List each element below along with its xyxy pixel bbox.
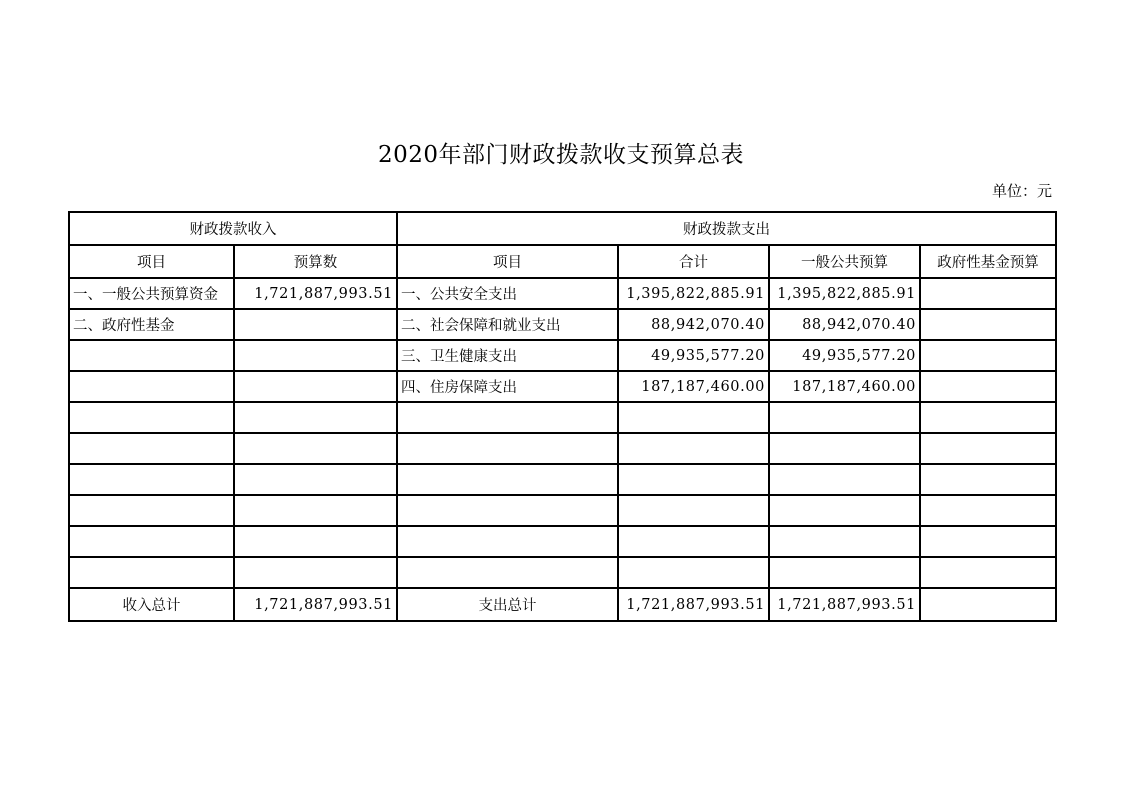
- income-item-cell: [69, 464, 234, 495]
- income-item-header: 项目: [69, 245, 234, 278]
- expense-fund-cell: [920, 309, 1056, 340]
- expense-item-cell: 一、公共安全支出: [397, 278, 618, 309]
- table-row: [69, 340, 1056, 371]
- income-amount-cell: [234, 371, 397, 402]
- income-item-cell: [69, 433, 234, 464]
- expense-general-cell: [769, 557, 920, 588]
- expense-total-cell: 1,395,822,885.91: [618, 278, 769, 309]
- expense-total-cell: [618, 526, 769, 557]
- income-item-cell: [69, 371, 234, 402]
- expense-item-cell: [397, 557, 618, 588]
- income-amount-cell: [234, 433, 397, 464]
- table-row: [69, 278, 1056, 309]
- table-row: [69, 309, 1056, 340]
- expense-total-cell: [618, 557, 769, 588]
- expense-general-cell: [769, 433, 920, 464]
- income-item-cell: 二、政府性基金: [69, 309, 234, 340]
- expense-group-header: 财政拨款支出: [397, 212, 1056, 245]
- expense-item-cell: 四、住房保障支出: [397, 371, 618, 402]
- income-item-cell: [69, 557, 234, 588]
- income-item-cell: 一、一般公共预算资金: [69, 278, 234, 309]
- expense-total-cell: 88,942,070.40: [618, 309, 769, 340]
- budget-table: [68, 211, 1057, 622]
- header-group-row: [69, 212, 1056, 245]
- page-title: 2020年部门财政拨款收支预算总表: [377, 142, 745, 168]
- expense-fund-cell: [920, 464, 1056, 495]
- expense-total-fund: [920, 588, 1056, 621]
- expense-total-cell: [618, 402, 769, 433]
- income-amount-cell: [234, 402, 397, 433]
- income-amount-cell: [234, 464, 397, 495]
- expense-item-cell: [397, 495, 618, 526]
- expense-total-cell: 49,935,577.20: [618, 340, 769, 371]
- expense-item-cell: [397, 464, 618, 495]
- income-amount-cell: 1,721,887,993.51: [234, 278, 397, 309]
- expense-general-header: 一般公共预算: [769, 245, 920, 278]
- table-row: [69, 557, 1056, 588]
- table-row: [69, 464, 1056, 495]
- income-item-cell: [69, 526, 234, 557]
- expense-total-cell: 187,187,460.00: [618, 371, 769, 402]
- expense-general-cell: [769, 402, 920, 433]
- expense-fund-cell: [920, 526, 1056, 557]
- table-row: [69, 402, 1056, 433]
- income-amount-cell: [234, 526, 397, 557]
- expense-total-cell: [618, 495, 769, 526]
- expense-item-header: 项目: [397, 245, 618, 278]
- expense-fund-cell: [920, 495, 1056, 526]
- expense-total-general: 1,721,887,993.51: [769, 588, 920, 621]
- expense-item-cell: 二、社会保障和就业支出: [397, 309, 618, 340]
- income-amount-cell: [234, 495, 397, 526]
- expense-fund-cell: [920, 340, 1056, 371]
- expense-fund-cell: [920, 557, 1056, 588]
- income-item-cell: [69, 340, 234, 371]
- table-row: [69, 371, 1056, 402]
- unit-label: 单位：元: [991, 182, 1052, 200]
- expense-general-cell: 1,395,822,885.91: [769, 278, 920, 309]
- expense-total-sum: 1,721,887,993.51: [618, 588, 769, 621]
- expense-item-cell: [397, 402, 618, 433]
- expense-general-cell: [769, 464, 920, 495]
- expense-total-label: 支出总计: [397, 588, 618, 621]
- totals-row: [69, 588, 1056, 621]
- income-item-cell: [69, 402, 234, 433]
- header-column-row: [69, 245, 1056, 278]
- income-budget-header: 预算数: [234, 245, 397, 278]
- table-row: [69, 526, 1056, 557]
- expense-general-cell: 49,935,577.20: [769, 340, 920, 371]
- expense-item-cell: 三、卫生健康支出: [397, 340, 618, 371]
- expense-total-cell: [618, 464, 769, 495]
- expense-total-header: 合计: [618, 245, 769, 278]
- expense-item-cell: [397, 526, 618, 557]
- expense-item-cell: [397, 433, 618, 464]
- income-amount-cell: [234, 557, 397, 588]
- table-row: [69, 433, 1056, 464]
- table-row: [69, 495, 1056, 526]
- income-group-header: 财政拨款收入: [69, 212, 397, 245]
- expense-fund-cell: [920, 433, 1056, 464]
- income-item-cell: [69, 495, 234, 526]
- income-amount-cell: [234, 309, 397, 340]
- expense-fund-header: 政府性基金预算: [920, 245, 1056, 278]
- income-total-label: 收入总计: [69, 588, 234, 621]
- expense-total-cell: [618, 433, 769, 464]
- expense-general-cell: [769, 495, 920, 526]
- income-total-amount: 1,721,887,993.51: [234, 588, 397, 621]
- expense-fund-cell: [920, 371, 1056, 402]
- expense-general-cell: [769, 526, 920, 557]
- expense-general-cell: 88,942,070.40: [769, 309, 920, 340]
- expense-fund-cell: [920, 278, 1056, 309]
- income-amount-cell: [234, 340, 397, 371]
- expense-general-cell: 187,187,460.00: [769, 371, 920, 402]
- expense-fund-cell: [920, 402, 1056, 433]
